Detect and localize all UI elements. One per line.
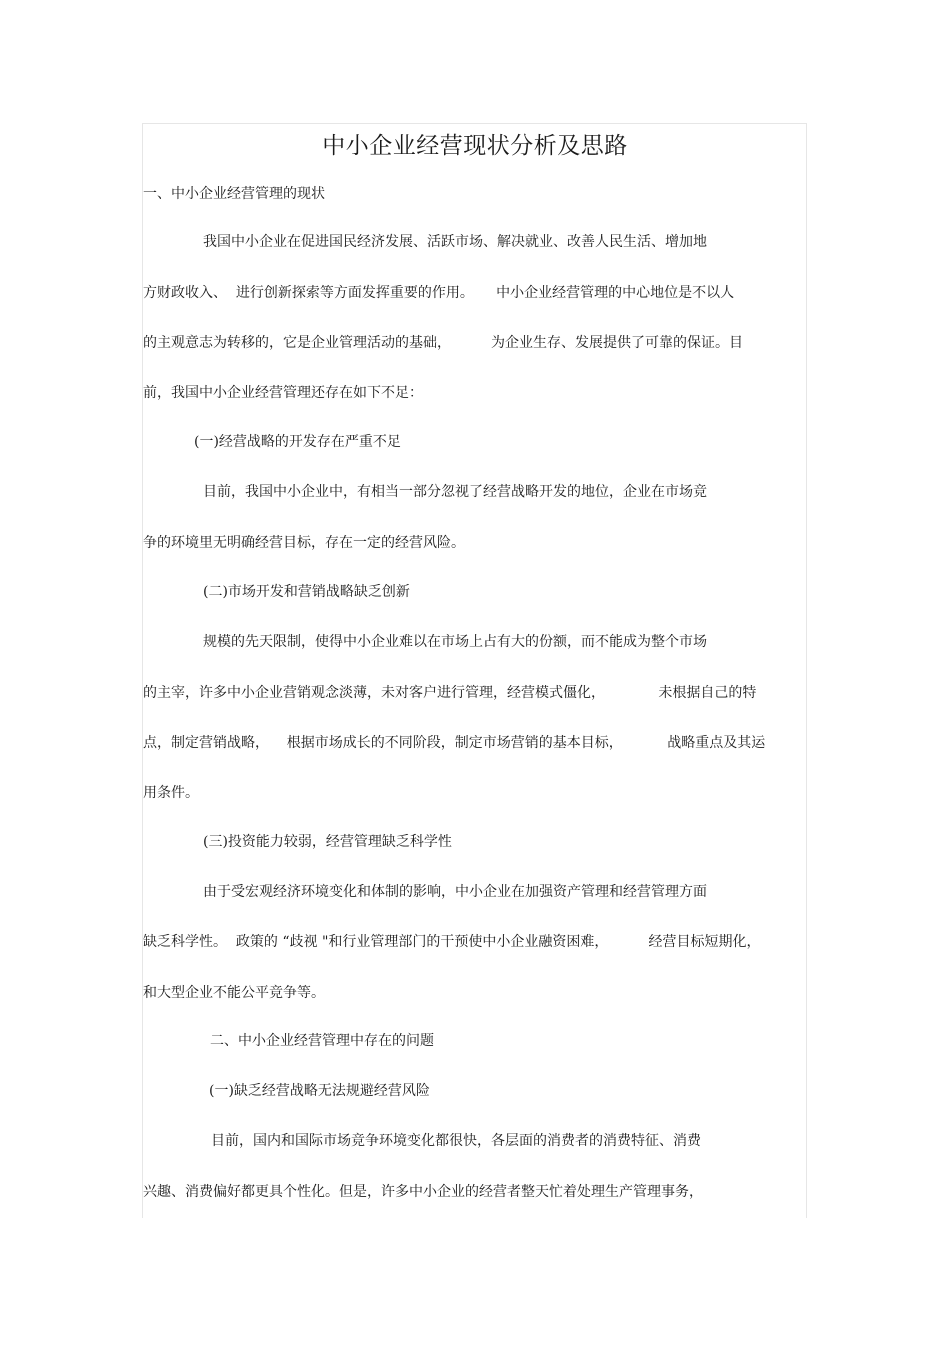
- paragraph-line: 我国中小企业在促进国民经济发展、活跃市场、解决就业、改善人民生活、增加地: [203, 234, 707, 250]
- paragraph-line: 目前，国内和国际市场竞争环境变化都很快，各层面的消费者的消费特征、消费: [211, 1133, 701, 1149]
- paragraph-line: 争的环境里无明确经营目标，存在一定的经营风险。: [143, 535, 465, 551]
- paragraph-line: 前，我国中小企业经营管理还存在如下不足：: [143, 385, 423, 401]
- paragraph-line: 点，制定营销战略， 根据市场成长的不同阶段，制定市场营销的基本目标， 战略重点及其运: [143, 735, 766, 751]
- section-heading-2: 二、中小企业经营管理中存在的问题: [210, 1033, 434, 1049]
- paragraph-line: 规模的先天限制，使得中小企业难以在市场上占有大的份额，而不能成为整个市场: [203, 634, 707, 650]
- section-heading-1: 一、中小企业经营管理的现状: [143, 186, 325, 202]
- paragraph-line: 缺乏科学性。 政策的 “歧视 "和行业管理部门的干预使中小企业融资困难， 经营目标短期化，: [143, 934, 761, 950]
- paragraph-line: 用条件。: [143, 785, 199, 801]
- paragraph-line: 的主观意志为转移的，它是企业管理活动的基础， 为企业生存、发展提供了可靠的保证。目: [143, 335, 744, 351]
- subsection-heading: (一)缺乏经营战略无法规避经营风险: [209, 1083, 430, 1099]
- paragraph-line: 目前，我国中小企业中，有相当一部分忽视了经营战略开发的地位，企业在市场竞: [203, 484, 707, 500]
- paragraph-line: 方财政收入、 进行创新探索等方面发挥重要的作用。 中小企业经营管理的中心地位是不以人: [143, 285, 735, 301]
- subsection-heading: (二)市场开发和营销战略缺乏创新: [203, 584, 410, 600]
- document-title: 中小企业经营现状分析及思路: [322, 133, 628, 159]
- subsection-heading: (一)经营战略的开发存在严重不足: [194, 434, 401, 450]
- paragraph-line: 由于受宏观经济环境变化和体制的影响，中小企业在加强资产管理和经营管理方面: [203, 884, 707, 900]
- subsection-heading: (三)投资能力较弱，经营管理缺乏科学性: [203, 834, 452, 850]
- paragraph-line: 兴趣、消费偏好都更具个性化。但是，许多中小企业的经营者整天忙着处理生产管理事务，: [143, 1184, 703, 1200]
- paragraph-line: 的主宰，许多中小企业营销观念淡薄，未对客户进行管理，经营模式僵化， 未根据自己的特: [143, 685, 757, 701]
- paragraph-line: 和大型企业不能公平竞争等。: [143, 985, 325, 1001]
